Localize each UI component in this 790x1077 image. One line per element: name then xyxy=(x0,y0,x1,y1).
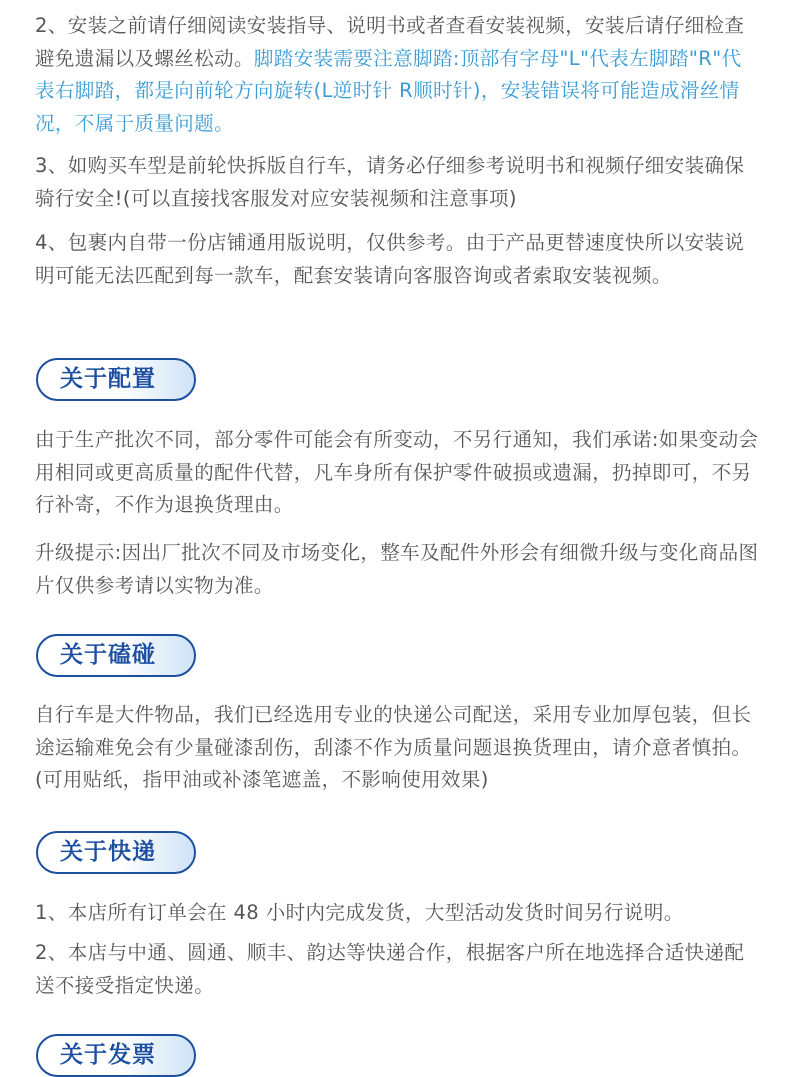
express-section-title: 关于快递 xyxy=(60,839,156,865)
express-paragraph-2: 2、本店与中通、圆通、顺丰、韵达等快递合作，根据客户所在地选择合适快递配送不接受指定快递。 xyxy=(35,941,745,997)
config-section-title: 关于配置 xyxy=(60,366,156,392)
express-paragraph-1: 1、本店所有订单会在 48 小时内完成发货，大型活动发货时间另行说明。 xyxy=(35,901,684,924)
pedal-install-warning: 脚踏安装需要注意脚踏:顶部有字母"L"代表左脚踏"R"代表右脚踏，都是向前轮方向旋转(L逆时针 R顺时针)，安装错误将可能造成滑丝情况，不属于质量问题。 xyxy=(35,46,742,135)
invoice-section-title: 关于发票 xyxy=(60,1042,156,1068)
config-paragraph-2: 升级提示:因出厂批次不同及市场变化，整车及配件外形会有细微升级与变化商品图片仅供参考请以实物为准。 xyxy=(35,541,759,597)
config-section-header xyxy=(36,358,196,401)
bump-section-header xyxy=(36,634,196,677)
install-note-2 xyxy=(35,10,760,140)
express-section-header xyxy=(36,831,196,874)
invoice-section-header xyxy=(36,1034,196,1077)
bump-section-title: 关于磕碰 xyxy=(60,642,156,668)
config-paragraph-1: 由于生产批次不同，部分零件可能会有所变动，不另行通知，我们承诺:如果变动会用相同或更高质量的配件代替，凡车身所有保护零件破损或遗漏，扔掉即可，不另行补寄，不作为退换货理由。 xyxy=(35,428,759,516)
bump-paragraph-1: 自行车是大件物品，我们已经选用专业的快递公司配送，采用专业加厚包装，但长途运输难免会有少量碰漆刮伤，刮漆不作为质量问题退换货理由，请介意者慎拍。(可用贴纸，指甲油或补漆笔遮盖，不影响使用效果) xyxy=(35,703,752,791)
install-note-2-text: 2、安装之前请仔细阅读安装指导、说明书或者查看安装视频，安装后请仔细检查避免遗漏以及螺丝松动。 xyxy=(35,14,745,70)
install-note-4: 4、包裹内自带一份店铺通用版说明，仅供参考。由于产品更替速度快所以安装说明可能无法匹配到每一款车，配套安装请向客服咨询或者索取安装视频。 xyxy=(35,231,745,287)
install-note-3: 3、如购买车型是前轮快拆版自行车，请务必仔细参考说明书和视频仔细安装确保骑行安全!(可以直接找客服发对应安装视频和注意事项) xyxy=(35,154,745,210)
